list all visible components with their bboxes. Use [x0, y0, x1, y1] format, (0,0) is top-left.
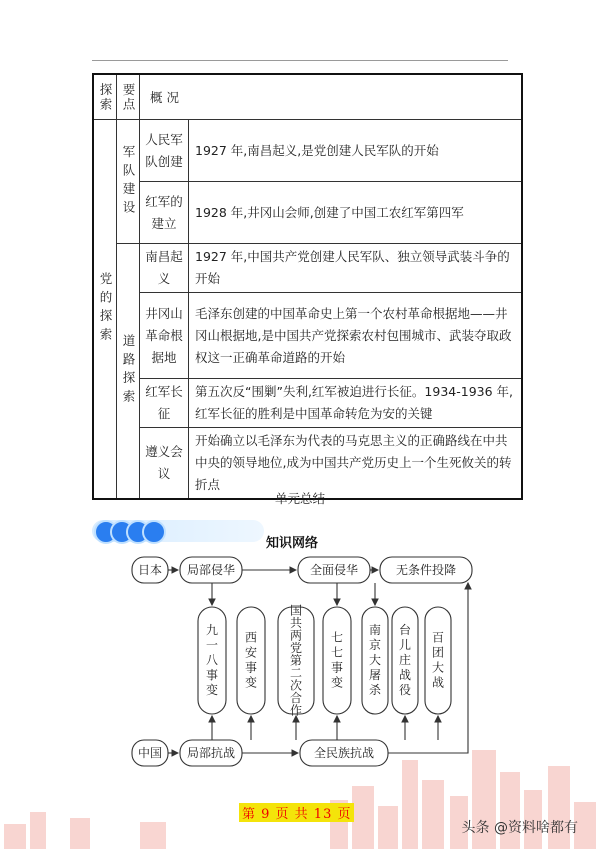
- header-point: 要点: [117, 74, 140, 120]
- table-header-row: [93, 74, 522, 120]
- point-cell: 井冈山革命根据地: [140, 293, 189, 379]
- label-china: 中国: [137, 746, 163, 760]
- event-label: 国共两党第二次合作: [289, 603, 303, 718]
- point-cell: 红军长征: [140, 379, 189, 428]
- event-label: 西安事变: [244, 630, 258, 690]
- desc-cell: 1927 年,南昌起义,是党创建人民军队的开始: [189, 120, 523, 182]
- table-row: [93, 120, 522, 182]
- page-indicator: 第 9 页 共 13 页: [239, 803, 354, 822]
- event-label: 南京大屠杀: [368, 623, 382, 697]
- label-surrender: 无条件投降: [395, 563, 457, 577]
- top-rule: [92, 60, 508, 61]
- point-cell: 遵义会议: [140, 428, 189, 500]
- desc-cell: 第五次反“围剿”失利,红军被迫进行长征。1934-1936 年,红军长征的胜利是中国革命转危为安的关键: [189, 379, 523, 428]
- point-cell: 人民军队创建: [140, 120, 189, 182]
- desc-cell: 毛泽东创建的中国革命史上第一个农村革命根据地——井冈山根据地,是中国共产党探索农村包围城市、武装夺取政权这一正确革命道路的开始: [189, 293, 523, 379]
- table-row: [93, 182, 522, 244]
- event-label: 九一八事变: [205, 623, 219, 697]
- label-japan: 日本: [137, 563, 163, 577]
- section-label-road: 道路探索: [117, 244, 140, 500]
- event-label: 台儿庄战役: [398, 623, 412, 697]
- table-row: [93, 293, 522, 379]
- desc-cell: 1928 年,井冈山会师,创建了中国工农红军第四军: [189, 182, 523, 244]
- header-explore: 探索: [93, 74, 117, 120]
- label-full-invasion: 全面侵华: [309, 563, 359, 577]
- summary-table: [92, 73, 523, 500]
- event-label: 七七事变: [330, 630, 344, 690]
- label-national-resistance: 全民族抗战: [313, 746, 375, 760]
- header-overview: 概 况: [140, 74, 523, 120]
- point-cell: 红军的建立: [140, 182, 189, 244]
- point-cell: 南昌起义: [140, 244, 189, 293]
- unit-summary-caption: 单元总结: [274, 491, 325, 506]
- desc-cell: 1927 年,中国共产党创建人民军队、独立领导武装斗争的开始: [189, 244, 523, 293]
- table-row: [93, 244, 522, 293]
- label-local-invasion: 局部侵华: [186, 563, 236, 577]
- event-label: 百团大战: [431, 630, 445, 690]
- banner-dot-icon: [142, 520, 166, 544]
- section-label-army: 军队建设: [117, 120, 140, 244]
- group-label: 党的探索: [93, 120, 117, 500]
- watermark: 头条 @资料啥都有: [461, 820, 578, 836]
- desc-cell: 开始确立以毛泽东为代表的马克思主义的正确路线在中共中央的领导地位,成为中国共产党历史上一个生死攸关的转折点: [189, 428, 523, 500]
- table-row: [93, 379, 522, 428]
- section-title: 知识网络: [266, 536, 319, 551]
- label-local-resistance: 局部抗战: [186, 746, 236, 760]
